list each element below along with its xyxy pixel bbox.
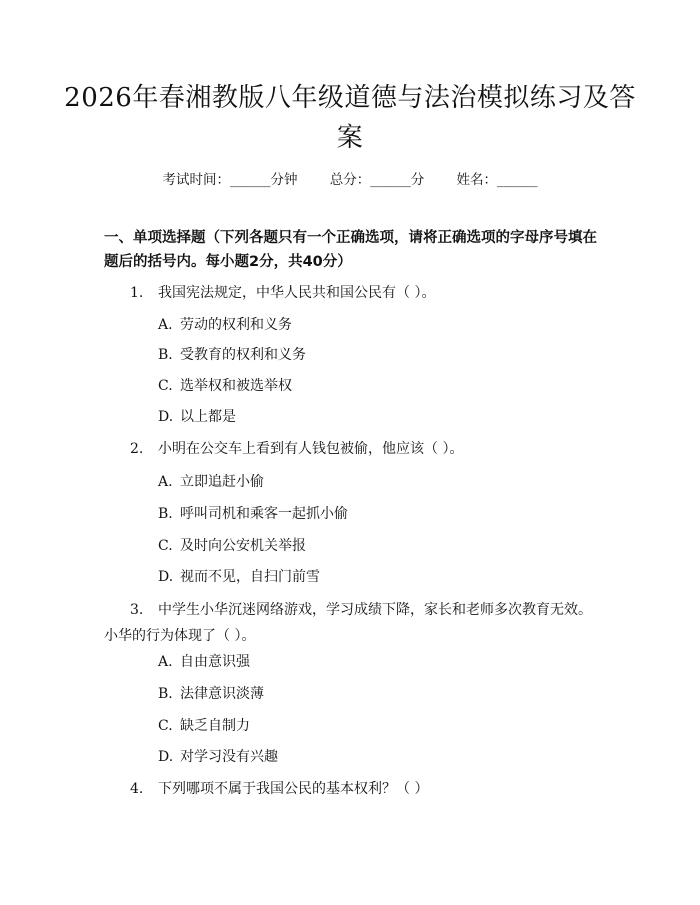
option-2a (158, 472, 598, 492)
option-text: 以上都是 (180, 409, 236, 425)
question-text: 中学生小华沉迷网络游戏，学习成绩下降，家长和老师多次教育无效。小华的行为体现了（ ）。 (104, 602, 592, 644)
option-text: 视而不见，自扫门前雪 (180, 569, 320, 585)
section-heading: 一、单项选择题（下列各题只有一个正确选项，请将正确选项的字母序号填在题后的括号内。每小题2分，共40分） (104, 230, 597, 270)
option-3b (158, 684, 598, 704)
option-letter: D. (158, 409, 174, 425)
option-letter: D. (158, 569, 174, 585)
question-number: 4. (130, 781, 144, 797)
option-letter: D. (158, 749, 174, 765)
option-2c (158, 536, 598, 556)
option-text: 法律意识淡薄 (180, 686, 264, 702)
total-score-field: 总分：______分 (329, 172, 425, 188)
option-letter: A. (158, 474, 173, 490)
option-text: 选举权和被选举权 (180, 378, 292, 394)
option-letter: B. (158, 686, 173, 702)
option-1a (158, 315, 598, 335)
option-3c (158, 716, 598, 736)
option-letter: C. (158, 718, 173, 734)
student-name-field: 姓名：______ (456, 172, 538, 188)
question-3 (104, 597, 600, 649)
option-letter: A. (158, 654, 173, 670)
option-letter: B. (158, 347, 173, 363)
question-text: 小明在公交车上看到有人钱包被偷，他应该（ ）。 (158, 441, 464, 457)
option-letter: C. (158, 538, 173, 554)
option-text: 劳动的权利和义务 (180, 317, 292, 333)
option-1c (158, 376, 598, 396)
document-title: 2026年春湘教版八年级道德与法治模拟练习及答案 (64, 83, 636, 153)
exam-time-field: 考试时间：______分钟 (162, 172, 298, 188)
question-text: 下列哪项不属于我国公民的基本权利？（ ） (158, 781, 429, 797)
option-letter: A. (158, 317, 173, 333)
option-3a (158, 652, 598, 672)
option-text: 立即追赶小偷 (180, 474, 264, 490)
question-1 (104, 280, 600, 306)
question-text: 我国宪法规定，中华人民共和国公民有（ ）。 (158, 285, 436, 301)
question-number: 2. (130, 441, 144, 457)
option-text: 受教育的权利和义务 (180, 347, 306, 363)
option-text: 自由意识强 (180, 654, 250, 670)
option-text: 呼叫司机和乘客一起抓小偷 (180, 506, 348, 522)
option-1d (158, 407, 598, 427)
question-number: 1. (130, 285, 144, 301)
option-letter: B. (158, 506, 173, 522)
option-2b (158, 504, 598, 524)
option-3d (158, 747, 598, 767)
question-2 (104, 436, 600, 462)
exam-info-row (0, 170, 700, 190)
option-text: 缺乏自制力 (180, 718, 250, 734)
option-2d (158, 567, 598, 587)
question-number: 3. (130, 602, 144, 618)
option-text: 及时向公安机关举报 (180, 538, 306, 554)
option-letter: C. (158, 378, 173, 394)
option-text: 对学习没有兴趣 (180, 749, 278, 765)
question-4 (104, 776, 600, 802)
option-1b (158, 345, 598, 365)
